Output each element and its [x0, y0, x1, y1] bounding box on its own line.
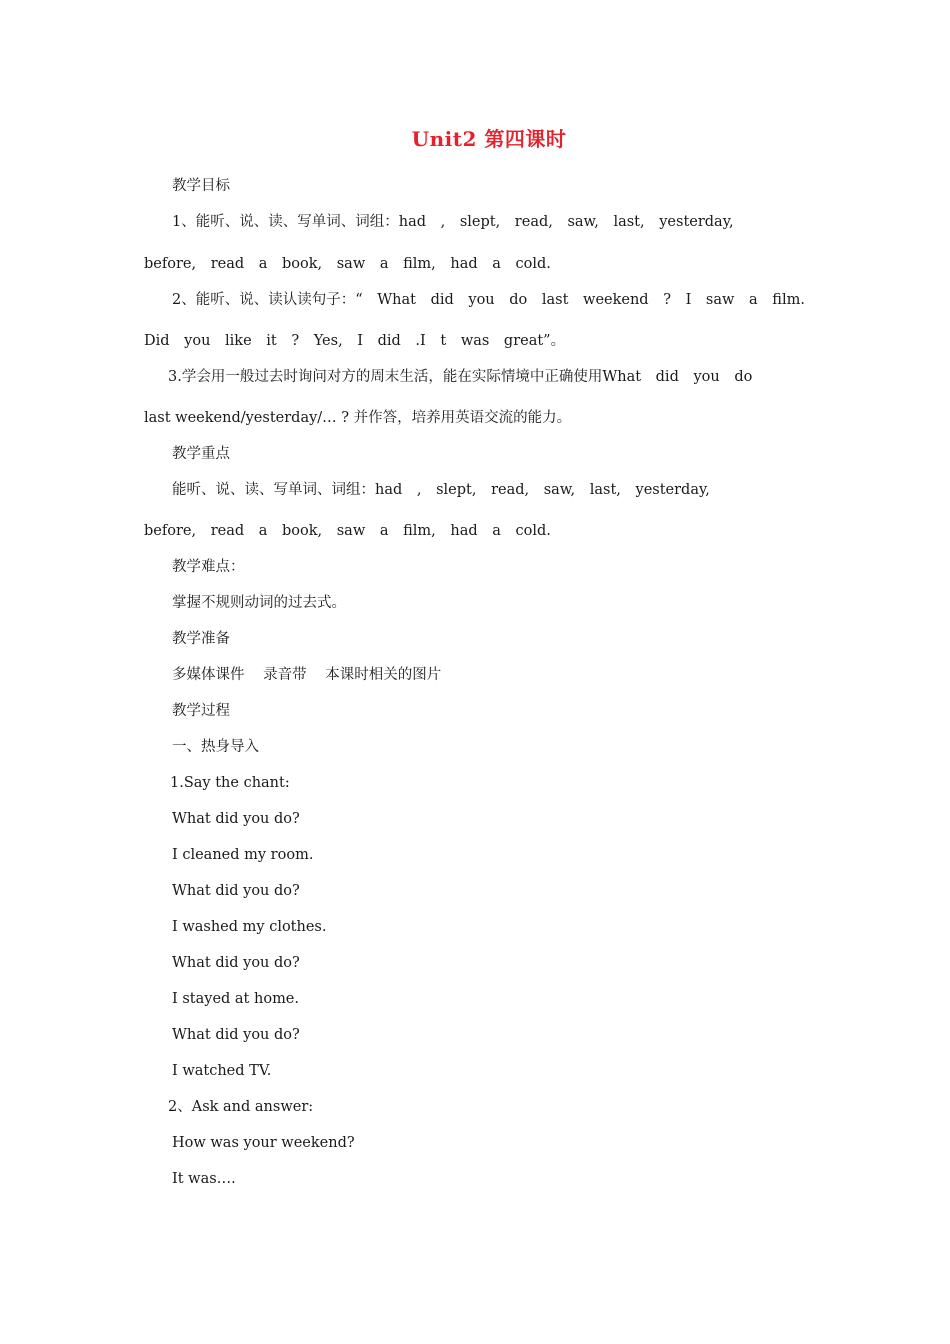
ask-answer-line: How was your weekend?: [172, 1135, 355, 1151]
ask-answer-line: It was….: [172, 1171, 236, 1187]
goal-2-line-1: 2、能听、说、读认读句子：“ What did you do last weekend ? I saw a film.: [172, 292, 805, 308]
key-points-line-1: 能听、说、读、写单词、词组：had , slept, read, saw, last, yesterday,: [172, 482, 710, 498]
process-heading: 教学过程: [172, 703, 230, 719]
preparation-item: 多媒体课件: [172, 667, 245, 683]
goal-3-line-2: last weekend/yesterday/… ? 并作答，培养用英语交流的能力。: [144, 410, 572, 426]
difficult-points-text: 掌握不规则动词的过去式。: [172, 595, 346, 611]
key-points-line-2: before, read a book, saw a film, had a cold.: [144, 523, 551, 539]
goal-1-line-1: 1、能听、说、读、写单词、词组：had , slept, read, saw, last, yesterday,: [172, 214, 734, 230]
difficult-points-heading: 教学难点：: [172, 559, 245, 575]
chant-line: I stayed at home.: [172, 991, 300, 1007]
goals-heading: 教学目标: [172, 178, 230, 194]
preparation-item: 本课时相关的图片: [325, 667, 442, 683]
ask-answer-heading: 2、Ask and answer:: [168, 1099, 314, 1115]
chant-line: What did you do?: [172, 1027, 300, 1043]
document-title: Unit2 第四课时: [411, 127, 567, 151]
warmup-heading: 一、热身导入: [172, 739, 259, 755]
goal-1-line-2: before, read a book, saw a film, had a cold.: [144, 256, 551, 272]
goal-2-line-2: Did you like it ? Yes, I did .I t was great”。: [144, 333, 566, 349]
key-points-heading: 教学重点: [172, 446, 230, 462]
preparation-item: 录音带: [263, 667, 307, 683]
chant-heading: 1.Say the chant:: [170, 775, 290, 791]
chant-line: What did you do?: [172, 811, 300, 827]
chant-line: I washed my clothes.: [172, 919, 327, 935]
goal-3-line-1: 3.学会用一般过去时询问对方的周末生活，能在实际情境中正确使用What did you do: [168, 369, 753, 385]
chant-line: I watched TV.: [172, 1063, 272, 1079]
chant-line: What did you do?: [172, 955, 300, 971]
chant-line: What did you do?: [172, 883, 300, 899]
preparation-items: [172, 665, 455, 685]
preparation-heading: 教学准备: [172, 631, 230, 647]
chant-line: I cleaned my room.: [172, 847, 314, 863]
